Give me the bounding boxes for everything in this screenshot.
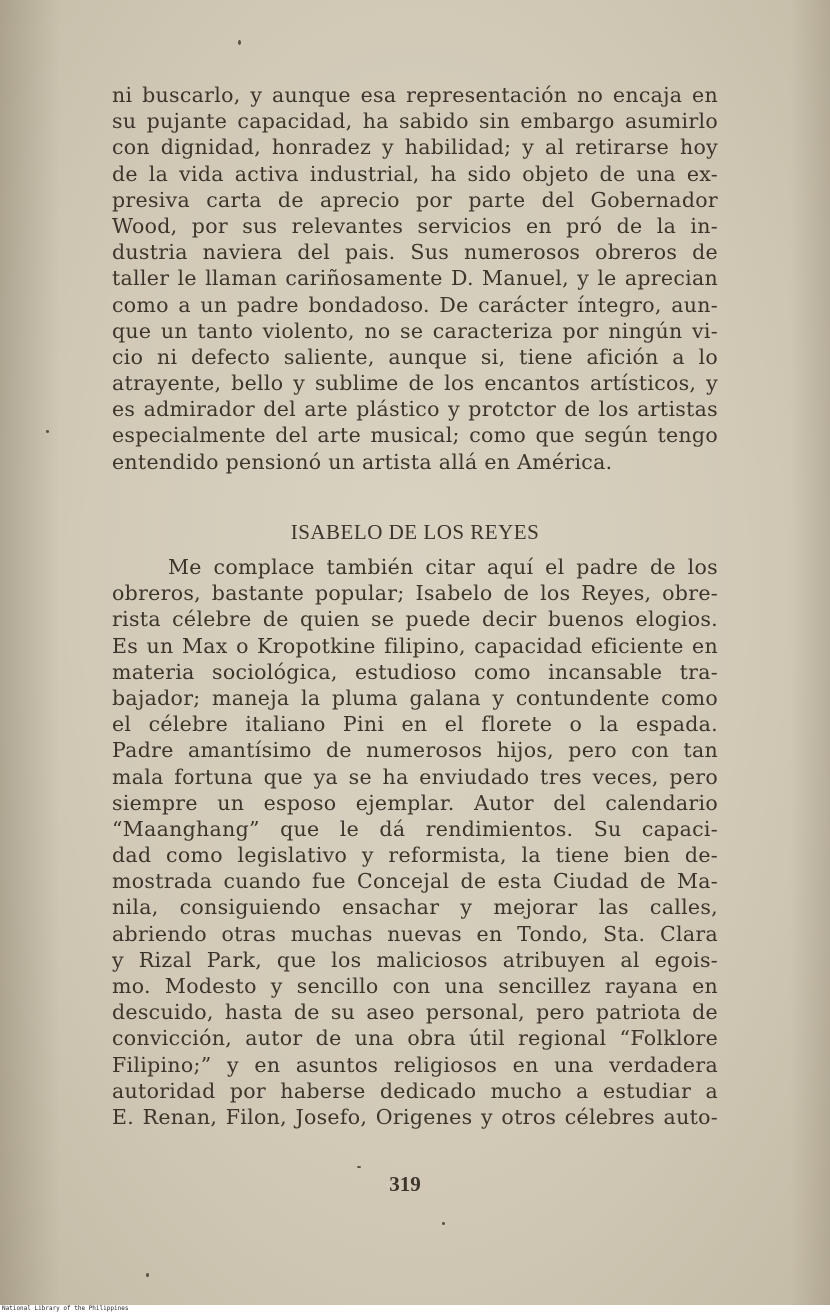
text-line: de la vida activa industrial, ha sido objeto de una ex- bbox=[112, 161, 718, 186]
text-line: convicción, autor de una obra útil regional “Folklore bbox=[112, 1026, 718, 1051]
page-number: 319 bbox=[389, 1172, 421, 1196]
paper-speck bbox=[357, 1166, 361, 1168]
text-line: y Rizal Park, que los maliciosos atribuyen al egois- bbox=[112, 947, 718, 972]
text-line: entendido pensionó un artista allá en América. bbox=[112, 449, 613, 474]
text-line: dad como legislativo y reformista, la tiene bien de- bbox=[112, 843, 718, 868]
text-line: su pujante capacidad, ha sabido sin embargo asumirlo bbox=[112, 109, 718, 134]
text-line: que un tanto violento, no se caracteriza por ningún vi- bbox=[112, 318, 718, 343]
text-line: mostrada cuando fue Concejal de esta Ciudad de Ma- bbox=[112, 869, 718, 894]
paper-speck bbox=[146, 1273, 149, 1277]
text-line: “Maanghang” que le dá rendimientos. Su capaci- bbox=[112, 816, 718, 841]
text-line: Wood, por sus relevantes servicios en pró de la in- bbox=[112, 213, 718, 238]
text-line: es admirador del arte plástico y protctor de los artistas bbox=[112, 397, 718, 422]
section-heading: ISABELO DE LOS REYES bbox=[290, 520, 540, 544]
paper-speck bbox=[442, 1222, 445, 1225]
text-line: con dignidad, honradez y habilidad; y al retirarse hoy bbox=[112, 135, 718, 160]
text-line: rista célebre de quien se puede decir buenos elogios. bbox=[112, 607, 718, 632]
text-line: ni buscarlo, y aunque esa representación no encaja en bbox=[112, 83, 718, 107]
text-line: bajador; maneja la pluma galana y contundente como bbox=[112, 685, 718, 710]
text-line: descuido, hasta de su aseo personal, pero patriota de bbox=[112, 1000, 718, 1025]
text-line: mo. Modesto y sencillo con una sencillez rayana en bbox=[112, 974, 718, 998]
text-line: el célebre italiano Pini en el florete o la espada. bbox=[112, 712, 718, 737]
text-line: Filipino;” y en asuntos religiosos en una verdadera bbox=[112, 1052, 718, 1077]
text-line: obreros, bastante popular; Isabelo de los Reyes, obre- bbox=[112, 581, 718, 606]
text-line: autoridad por haberse dedicado mucho a estudiar a bbox=[112, 1078, 718, 1103]
paper-speck bbox=[46, 430, 49, 433]
text-line: materia sociológica, estudioso como incansable tra- bbox=[112, 659, 718, 684]
paragraph-1 bbox=[112, 82, 718, 475]
text-line: nila, consiguiendo ensachar y mejorar las calles, bbox=[112, 895, 718, 920]
text-line: presiva carta de aprecio por parte del Gobernador bbox=[112, 187, 718, 212]
paper-speck bbox=[238, 40, 241, 45]
text-line: abriendo otras muchas nuevas en Tondo, Sta. Clara bbox=[112, 921, 718, 946]
text-line: cio ni defecto saliente, aunque si, tiene afición a lo bbox=[112, 344, 718, 369]
text-line: E. Renan, Filon, Josefo, Origenes y otros célebres auto- bbox=[112, 1104, 718, 1129]
scan-watermark: National Library of the Philippines bbox=[2, 1305, 129, 1312]
text-line: Es un Max o Kropotkine filipino, capacidad eficiente en bbox=[112, 633, 718, 658]
text-line: mala fortuna que ya se ha enviudado tres veces, pero bbox=[112, 764, 718, 789]
text-line: dustria naviera del pais. Sus numerosos obreros de bbox=[112, 240, 718, 265]
paragraph-2 bbox=[112, 554, 718, 1130]
text-line: taller le llaman cariñosamente D. Manuel, y le aprecian bbox=[112, 266, 718, 291]
text-line: Me complace también citar aquí el padre de los bbox=[168, 555, 718, 579]
text-line: como a un padre bondadoso. De carácter íntegro, aun- bbox=[112, 292, 718, 317]
text-line: Padre amantísimo de numerosos hijos, pero con tan bbox=[112, 738, 718, 763]
text-line: siempre un esposo ejemplar. Autor del calendario bbox=[112, 790, 718, 815]
text-line: atrayente, bello y sublime de los encantos artísticos, y bbox=[112, 371, 718, 396]
text-line: especialmente del arte musical; como que según tengo bbox=[112, 423, 718, 448]
